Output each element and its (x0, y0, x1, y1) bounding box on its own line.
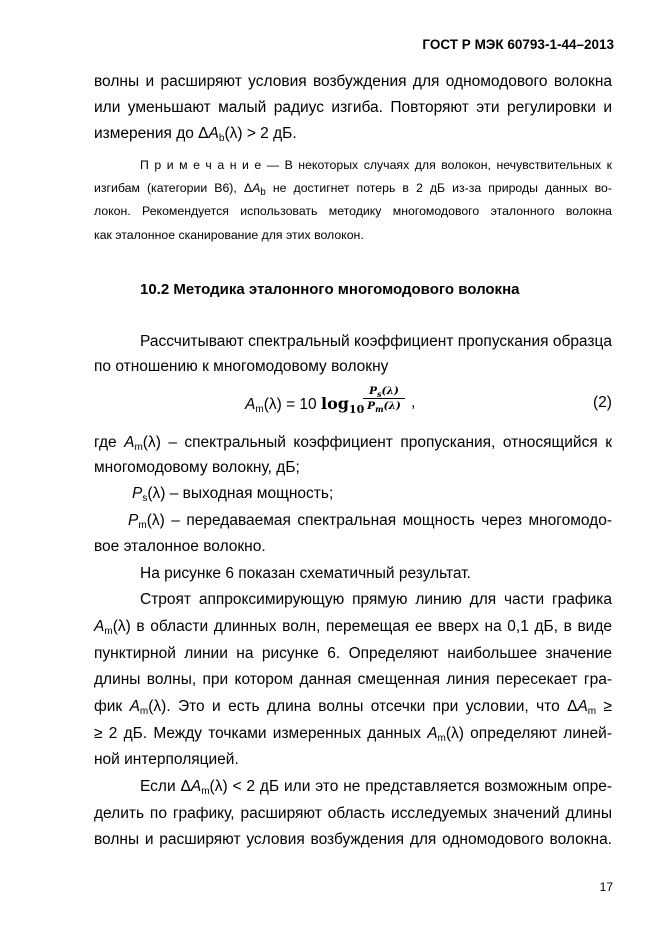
note-line3: локон. Рекомендуется использовать методику многомодового эталонного волокна (94, 204, 612, 218)
para3: На рисунке 6 показан схематичный результат. (140, 565, 471, 582)
note-line4: как эталонное сканирование для этих волокон. (94, 228, 364, 242)
note-line1: П р и м е ч а н и е — В некоторых случаях для волокон, нечувствительных к (140, 158, 612, 172)
equation-comma: , (411, 394, 416, 411)
definition-am-line2: многомодовому волокну, дБ; (94, 459, 300, 476)
definition-pm-line2: вое эталонное волокно. (94, 538, 266, 555)
page-number: 17 (599, 880, 613, 894)
para4-line5: фик $A_m(\lambda)$. Это и есть длина волны отсечки при условии, что $\Delta A_m$ ≥ (94, 698, 612, 717)
fraction-numerator: $P_s(\lambda)$ (363, 385, 405, 399)
definition-pm: $P_m(\lambda)$ – передаваемая спектральная мощность через многомодо- (128, 512, 612, 531)
para1-line3: измерения до $\Delta A_b(\lambda) > 2$ дБ. (94, 125, 297, 144)
para1-line2: или уменьшают малый радиус изгиба. Повторяют эти регулировки и (94, 99, 612, 116)
section-heading: 10.2 Методика эталонного многомодового волокна (140, 281, 520, 298)
para4-line3: пунктирной линии на рисунке 6. Определяют наибольшее значение (94, 645, 612, 662)
fraction-denominator: $P_m(\lambda)$ (367, 400, 401, 414)
para4-line6: ≥ 2 дБ. Между точками измеренных данных $A_m(\lambda)$ определяют линей- (94, 725, 612, 744)
definition-am: где $A_m(\lambda)$ – спектральный коэффициент пропускания, относящийся к (94, 434, 612, 453)
para5-line1: Если $\Delta A_m(\lambda) < 2$ дБ или это не представляется возможным опре- (140, 778, 613, 797)
para4-line7: ной интерполяцией. (94, 751, 239, 768)
para4-line4: длины волны, при котором данная смещенная линия пересекает гра- (94, 671, 612, 688)
para2-line1: Рассчитывают спектральный коэффициент пропускания образца (140, 333, 612, 350)
equation-lhs: $A_m(\lambda) = 10$ $\log_{10}$ (245, 394, 365, 416)
equation-fraction (363, 385, 405, 412)
para5-line3: волны и расширяют условия возбуждения для одномодового волокна. (94, 831, 612, 848)
document-header: ГОСТ Р МЭК 60793-1-44–2013 (422, 37, 614, 52)
para4-line1: Строят аппроксимирующую прямую линию для части графика (140, 591, 612, 608)
para2-line2: по отношению к многомодовому волокну (94, 358, 389, 375)
definition-ps: $P_s(\lambda)$ – выходная мощность; (132, 485, 334, 504)
para5-line2: делить по графику, расширяют область исследуемых значений длины (94, 805, 612, 822)
note-line2: изгибам (категории В6), $\Delta A_b$ не достигнет потерь в 2 дБ из-за природы данных во- (94, 181, 612, 198)
equation-number: (2) (593, 394, 612, 411)
note-label: П р и м е ч а н и е (140, 158, 262, 172)
para1-line1: волны и расширяют условия возбуждения для одномодового волокна (94, 73, 612, 90)
para4-line2: $A_m(\lambda)$ в области длинных волн, перемещая ее вверх на 0,1 дБ, в виде (94, 618, 612, 637)
